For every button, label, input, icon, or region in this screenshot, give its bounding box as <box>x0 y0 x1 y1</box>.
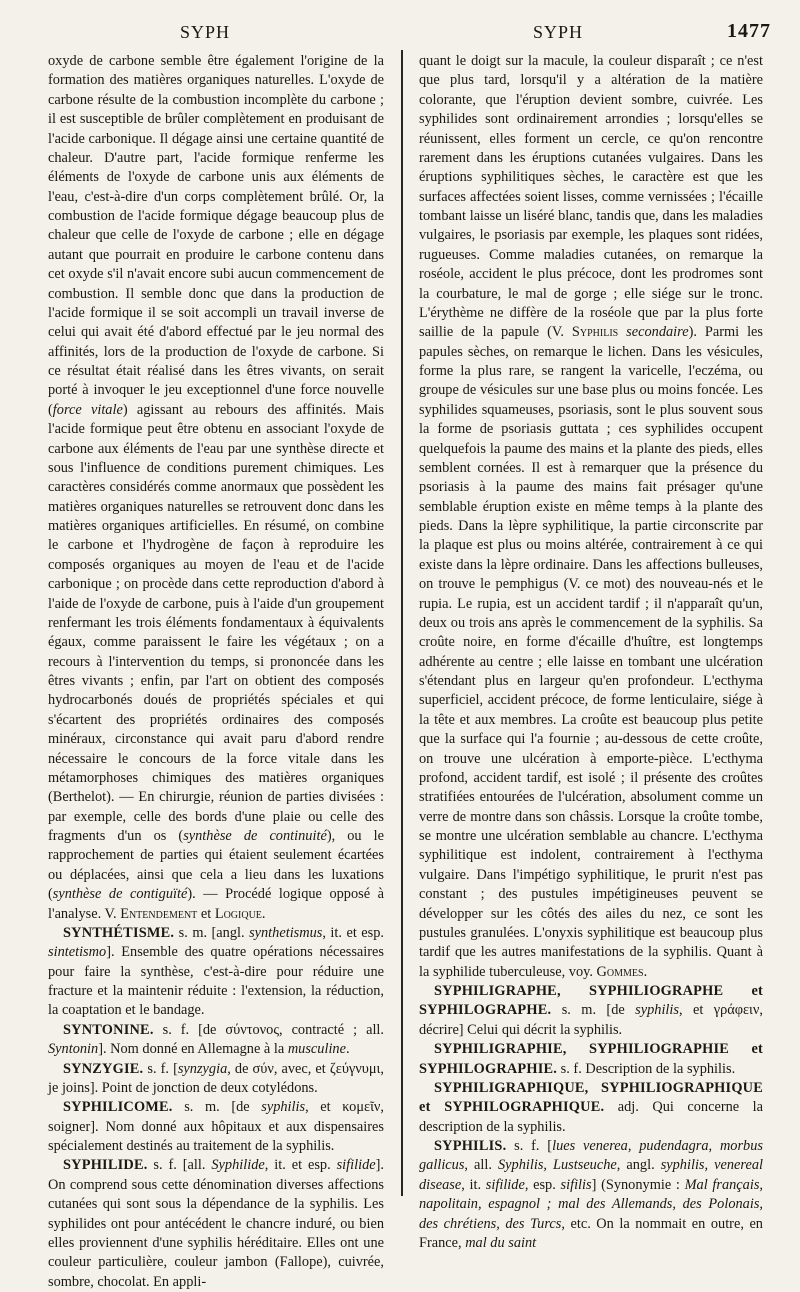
headword: SYPHILIS. <box>434 1138 507 1154</box>
page-number: 1477 <box>727 20 771 42</box>
headword: SYNTHÉTISME. <box>63 924 175 941</box>
header-left-word: SYPH <box>180 22 231 42</box>
entry-syphiligraphique: SYPHILIGRAPHIQUE, SYPHILIOGRAPHIQUE et SYPHILOGRAPHIQUE. adj. Qui concerne la description de la syphilis. <box>419 1079 763 1135</box>
column-divider <box>401 50 403 1196</box>
headword: SYPHILIGRAPHIE, SYPHILIOGRAPHIE et SYPHILOGRAPHIE. <box>419 1041 763 1077</box>
header-center-word: SYPH <box>533 22 584 42</box>
headword: SYPHILIGRAPHIQUE, SYPHILIOGRAPHIQUE et SYPHILOGRAPHIQUE. <box>419 1079 763 1116</box>
entry-synthetisme: SYNTHÉTISME. s. m. [angl. synthetismus, it. et esp. sintetismo]. Ensemble des quatre opérations nécessaires pour faire la synthèse, c'est-à-dire pour réduire une fracture et la maintenir réduite : l'extension, la réduction, la coaptation et le bandage. <box>48 924 384 1019</box>
entry-syphiligraphe: SYPHILIGRAPHE, SYPHILIOGRAPHE et SYPHILOGRAPHE. s. m. [de syphilis, et γράφειν, décrire] Celui qui décrit la syphilis. <box>419 983 763 1038</box>
entry-syphiligraphie: SYPHILIGRAPHIE, SYPHILIOGRAPHIE et SYPHILOGRAPHIE. s. f. Description de la syphilis. <box>419 1041 763 1077</box>
entry-syphilis: SYPHILIS. s. f. [lues venerea, pudendagra, morbus gallicus, all. Syphilis, Lustseuche, angl. syphilis, venereal disease, it. sifilide, esp. sifilis] (Synonymie : Mal français, napolitain, espagnol ; mal des Allemands, des Polonais, des chrétiens, des Turcs, etc. On la nommait en outre, en France, mal du saint <box>419 1138 763 1251</box>
headword: SYPHILIGRAPHE, SYPHILIOGRAPHE et SYPHILOGRAPHE. <box>419 983 763 1019</box>
running-header <box>0 22 800 48</box>
entry-syphilide: SYPHILIDE. s. f. [all. Syphilide, it. et esp. sifilide]. On comprend sous cette dénomination diverses affections cutanées qui sont sous la dépendance de la syphilis. Les syphilides ont pour antécédent le chancre induré, ou bien elles proviennent d'une syphilis héréditaire. Elles ont une couleur particulière, couleur jambon (Fallope), cuivrée, sombre, chocolat. En appli- <box>48 1157 384 1290</box>
entry-syntonine: SYNTONINE. s. f. [de σύντονος, contracté ; all. Syntonin]. Nom donné en Allemagne à la musculine. <box>48 1021 384 1058</box>
entry-syphilicome: SYPHILICOME. s. m. [de syphilis, et κομεῖν, soigner]. Nom donné aux hôpitaux et aux dispensaires spécialement destinés au traitement de la syphilis. <box>48 1099 384 1154</box>
paragraph-synthese-continued: oxyde de carbone semble être également l'origine de la formation des matières organiques naturelles. L'oxyde de carbone résulte de la combustion incomplète du carbone ; il est susceptible de brûler complètement en produisant de l'acide carbonique. Il dégage ainsi une certaine quantité de chaleur. D'autre part, l'acide formique renferme les éléments de l'oxyde de carbone unis aux éléments de l'eau, c'est-à-dire d'un corps complètement brûlé. Or, la combustion de l'acide formique dégage beaucoup plus de chaleur que celle de l'oxyde de carbone ; elle en dégage autant que pourrait en produire le carbone contenu dans cet oxyde s'il n'avait encore subi aucun commencement de combustion. Il semble donc que dans la production de l'acide formique il se soit accompli un travail inverse de celui qui avait été d'abord effectué par le jeu normal des affinités, lors de la production de l'oxyde de carbone. Si ce résultat était réalisé dans les êtres vivants, on serait porté à invoquer le jeu exceptionnel d'une force nouvelle (force vitale) agissant au rebours des affinités. Mais l'acide formique peut être obtenu en associant l'oxyde de carbone aux éléments de l'eau par une synthèse directe et sous l'influence de conditions purement chimiques. Les caractères considérés comme anormaux que possèdent les matières organiques naturelles se retrouvent donc dans les matières organiques artificielles. En résumé, on combine le carbone et l'hydrogène de façon à reproduire les composés organiques au moyen de l'eau et de l'acide carbonique ; on procède dans cette reproduction d'abord à l'aide de l'oxyde de carbone, puis à l'aide d'un groupement renfermant les trois éléments fondamentaux à équivalents égaux, comme paraissent le faire les végétaux ; on a recours à l'intervention du temps, si prononcée dans les êtres vivants ; enfin, par l'art on obtient des composés hydrocarbonés doués de propriétés spéciales et qui s'écartent des propriétés ordinaires des composés minéraux, circonstance qui avait paru d'abord rendre nécessaire le concours de la force vitale dans les métamorphoses chimiques des matières organiques (Berthelot). — En chirurgie, réunion de parties divisées : par exemple, celle des bords d'une plaie ou celle des fragments d'un os (synthèse de continuité), ou le rapprochement de parties qui étaient seulement écartées ou déplacées, ainsi que cela a lieu dans les luxations (synthèse de contiguïté). — Procédé logique opposé à l'analyse. V. Entendement et Logique. <box>48 53 384 922</box>
headword: SYNZYGIE. <box>63 1060 144 1077</box>
headword: SYNTONINE. <box>63 1021 154 1038</box>
entry-synzygie: SYNZYGIE. s. f. [synzygia, de σύν, avec, et ζεύγνυμι, je joins]. Point de jonction de deux cotylédons. <box>48 1060 384 1096</box>
paragraph-syphilide-continued: quant le doigt sur la macule, la couleur disparaît ; ce n'est que plus tard, lorsqu'il y a altération de la matière colorante, que l'éruption devient sombre, cuivrée. Les syphilides sont ordinairement arrondies ; lorsqu'elles se réunissent, elles forment un cercle, ce qu'on rencontre rarement dans les éruptions cutanées vulgaires. Dans les éruptions syphilitiques sèches, le caractère est que les surfaces affectées soient lisses, comme vernissées ; l'écaille tombant laisse un liséré blanc, tandis que, dans les maladies vulgaires, le psoriasis par exemple, les plaques sont ridées, rugueuses. Comme maladies cutanées, on remarque la roséole, accident le plus précoce, dont les prodromes sont la courbature, le mal de gorge ; elle siége sur le tronc. L'érythème ne diffère de la roséole que par la plus forte saillie de la papule (V. Syphilis secondaire). Parmi les papules sèches, on remarque le lichen. Dans les vésicules, forme la plus rare, se rangent la varicelle, l'eczéma, ou groupe de vésicules sur une base plus ou moins foncée. Les syphilides squameuses, psoriasis, sont le plus souvent sous la forme de psoriasis guttata ; ces syphilides occupent quelquefois la paume des mains et la plante des pieds, elles semblent cornées. Il est à remarquer que la présence du psoriasis à la paume des mains fait présager qu'une semblable éruption existe en même temps à la plante des pieds. Dans la lèpre syphilitique, la partie circonscrite par la plaque est plus ou moins altérée, contrairement à ce qui existe dans la lèpre ordinaire. Dans les affections bulleuses, on trouve le pemphigus (V. ce mot) des nouveau-nés et le rupia. Le rupia, est un accident tardif ; il n'apparaît qu'un, deux ou trois ans après le commencement de la syphilis. Sa croûte noire, en forme d'écaille d'huître, est longtemps adhérente au centre ; elle laisse en tombant une ulcération s'étendant plus en largeur qu'en profondeur. L'ecthyma superficiel, accident précoce, de forme lenticulaire, siége à la tête et aux membres. La croûte est beaucoup plus petite que la surface qui l'a fournie ; au-dessous de cette croûte, on trouve une ulcération à emporte-pièce. L'ecthyma profond, accident tardif, est isolé ; il présente des croûtes stratifiées entourées de l'ulcération, absolument comme un verre de montre dans son châssis. Lorsque la croûte tombe, se montre une ulcération semblable au chancre. L'ecthyma syphilitique est indolent, contrairement à l'ecthyma vulgaire. Dans l'impétigo syphilitique, le prurit n'est pas constant ; des pustules impétigineuses peuvent se développer sur les côtés des ailes du nez, ce sont les pustules granulées. L'onyxis syphilitique est beaucoup plus tardif que les autres manifestations de la syphilis. Quant à la syphilide tuberculeuse, voy. Gommes. <box>419 53 764 980</box>
left-column <box>48 52 384 1290</box>
right-column <box>419 52 764 1251</box>
headword: SYPHILIDE. <box>63 1157 148 1174</box>
headword: SYPHILICOME. <box>63 1099 173 1116</box>
